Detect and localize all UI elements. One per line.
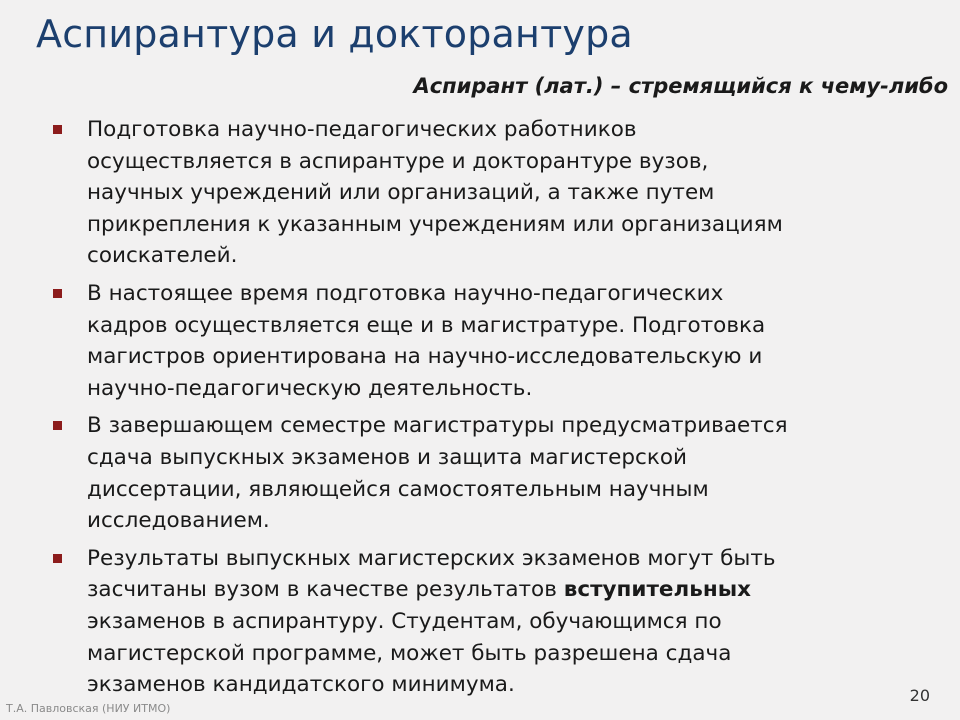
slide-title: Аспирантура и докторантура	[36, 12, 633, 56]
bullet-text-line: Подготовка научно-педагогических работников	[87, 117, 637, 142]
square-bullet-icon	[53, 289, 62, 298]
bullet-text-line: экзаменов кандидатского минимума.	[87, 672, 515, 698]
bullet-text-line: магистров ориентирована на научно-исследовательскую и	[87, 344, 763, 370]
bullet-text-line: осуществляется в аспирантуре и докторантуре вузов,	[87, 148, 709, 174]
bullet-text-line-mixed	[87, 574, 930, 606]
bullet-item	[50, 410, 930, 536]
square-bullet-icon	[53, 554, 62, 563]
bullet-item	[50, 543, 930, 701]
bullet-text-line: В завершающем семестре магистратуры предусматривается	[87, 413, 788, 439]
slide-subtitle: Аспирант (лат.) – стремящийся к чему-либо	[413, 74, 948, 98]
square-bullet-icon	[53, 421, 62, 430]
bullet-text-line: прикрепления к указанным учреждениям или организациям	[87, 211, 783, 237]
page-number: 20	[909, 686, 930, 705]
bullet-text-line: экзаменов в аспирантуру. Студентам, обучающимся по	[87, 608, 722, 634]
bullet-text-line: Результаты выпускных магистерских экзаменов могут быть	[87, 545, 776, 571]
bullet-list	[50, 114, 930, 707]
bold-emphasis-text: вступительных	[563, 577, 752, 603]
square-bullet-icon	[53, 125, 62, 134]
bullet-item	[50, 278, 930, 404]
bullet-text-line: кадров осуществляется еще и в магистратуре. Подготовка	[87, 312, 766, 338]
bullet-text-line: исследованием.	[87, 508, 270, 534]
bullet-text-line: магистерской программе, может быть разрешена сдача	[87, 640, 732, 666]
bullet-text-line: сдача выпускных экзаменов и защита магистерской	[87, 444, 687, 470]
bullet-text-line: соискателей.	[87, 243, 238, 269]
bullet-item	[50, 114, 930, 272]
bullet-text-line: В настоящее время подготовка научно-педагогических	[87, 280, 724, 306]
footer-author: Т.А. Павловская (НИУ ИТМО)	[6, 702, 171, 715]
bullet-text-line: научных учреждений или организаций, а также путем	[87, 180, 715, 206]
bullet-text-line: научно-педагогическую деятельность.	[87, 375, 533, 401]
bullet-text-segment: засчитаны вузом в качестве результатов	[87, 577, 564, 603]
bullet-text-line: диссертации, являющейся самостоятельным научным	[87, 476, 709, 502]
